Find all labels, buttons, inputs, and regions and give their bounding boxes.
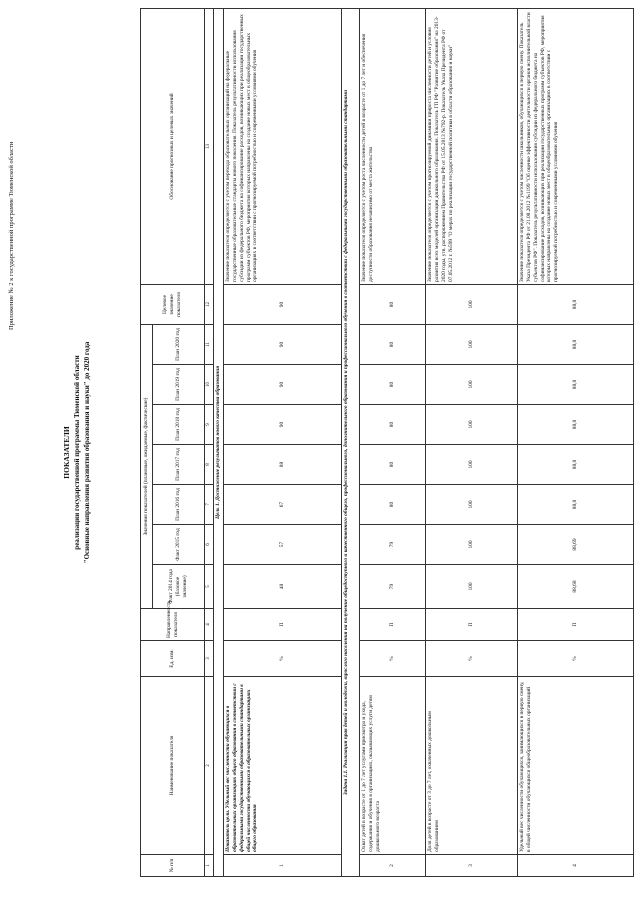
- value-cell: 100: [426, 365, 518, 405]
- value-cell: 90: [224, 365, 342, 405]
- value-cell: 100: [426, 485, 518, 525]
- row-name: Показатель цели. Удельный вес численности обучающихся в образовательных организациях общего образования в соответствии с федеральными государственными образовательными стандартами в общей численности обучающихся в образовательных организациях общего образования: [224, 677, 342, 855]
- col-number: 13: [205, 9, 214, 285]
- value-cell: 79: [360, 525, 426, 565]
- row-unit: %: [426, 641, 518, 677]
- value-cell: 88,8: [518, 405, 634, 445]
- header-plan-2016: План 2016 год: [153, 485, 205, 525]
- value-cell: 100: [426, 285, 518, 325]
- table-row: [224, 9, 342, 877]
- document-title: ПОКАЗАТЕЛИ: [62, 426, 71, 479]
- value-cell: 88,8: [518, 365, 634, 405]
- col-number: 11: [205, 325, 214, 365]
- value-cell: 88,8: [518, 485, 634, 525]
- row-name: Доля детей в возрасте от 3 до 7 лет, охваченных дошкольным образованием: [426, 677, 518, 855]
- header-fact-2015: Факт 2015 год: [153, 525, 205, 565]
- header-plan-2020: План 2020 год: [153, 325, 205, 365]
- row-num: 4: [518, 855, 634, 877]
- value-cell: 80: [360, 365, 426, 405]
- col-number: 2: [205, 677, 214, 855]
- row-name: Удельный вес численности обучающихся, занимающихся в первую смену, в общей численности обучающихся общеобразовательных организаций: [518, 677, 634, 855]
- header-target: Целевое значение показателя: [141, 285, 205, 325]
- value-cell: 79: [360, 565, 426, 609]
- header-plan-2019: План 2019 год: [153, 365, 205, 405]
- value-cell: 88,68: [518, 565, 634, 609]
- goal-row: Цель 1. Достижение результатов нового качества образования: [214, 9, 224, 877]
- col-number: 1: [205, 855, 214, 877]
- row-basis: Значение показателя определяется с учетом прогнозируемой динамики прироста численности детей и условия развития всех моделей организации дошкольного образования. Показатель ГП РФ "Развитие образования" на 2013-2020 годы, утв. распоряжением Правительства РФ от 15.05.2013 №792-р. Показатель Указа Президента РФ от 07.05.2012 г. №599 "О мерах по реализации государственной политики в области образования и науки": [426, 9, 518, 285]
- row-unit: %: [518, 641, 634, 677]
- row-num: 2: [360, 855, 426, 877]
- value-cell: 80: [360, 285, 426, 325]
- header-direction: Направленность показателя: [141, 609, 205, 641]
- col-number: 3: [205, 641, 214, 677]
- row-unit: %: [360, 641, 426, 677]
- header-basis: Обоснование прогнозных и целевых значений: [141, 9, 205, 285]
- col-number: 12: [205, 285, 214, 325]
- indicators-table: [140, 8, 634, 877]
- appendix-note: Приложение № 2 к государственной программе Тюменской области: [8, 141, 15, 330]
- value-cell: 67: [224, 485, 342, 525]
- row-direction: П: [360, 609, 426, 641]
- col-number: 7: [205, 485, 214, 525]
- value-cell: 90: [224, 285, 342, 325]
- header-num: № п/п: [141, 855, 205, 877]
- value-cell: 80: [360, 485, 426, 525]
- header-values-group: Значения показателей (плановые, ожидаемые, фактические): [141, 325, 153, 609]
- document-program-name: "Основные направления развития образования и науки" до 2020 года: [83, 341, 91, 564]
- col-number: 8: [205, 445, 214, 485]
- row-num: 1: [224, 855, 342, 877]
- value-cell: 100: [426, 325, 518, 365]
- col-number: 9: [205, 405, 214, 445]
- header-name: Наименование показателя: [141, 677, 205, 855]
- header-unit: Ед. изм.: [141, 641, 205, 677]
- value-cell: 80: [360, 325, 426, 365]
- col-number: 4: [205, 609, 214, 641]
- row-direction: П: [518, 609, 634, 641]
- value-cell: 100: [426, 565, 518, 609]
- row-direction: П: [224, 609, 342, 641]
- row-num: 3: [426, 855, 518, 877]
- row-basis: Значение показателя определяется с учетом численности школьников, обучающихся в первую смену. Показатель Указа Президента РФ от 21.08.2012 №1199 "Об оценке эффективности деятельности органов исполнительной власти субъектов РФ". Показатель результативности использования субсидии из федерального бюджета на софинансирование расходов, возникающих при реализации государственных программ субъектов РФ, мероприятия которых направлены на создание новых мест в общеобразовательных организациях в соответствии с прогнозируемой потребностью и современными условиями обучения: [518, 9, 634, 285]
- row-direction: П: [426, 609, 518, 641]
- value-cell: 57: [224, 525, 342, 565]
- value-cell: 80: [360, 445, 426, 485]
- col-number: 10: [205, 365, 214, 405]
- document-subtitle: реализации государственной программы Тюменской области: [73, 355, 81, 550]
- value-cell: 88,8: [518, 325, 634, 365]
- value-cell: 100: [426, 445, 518, 485]
- table-row: [518, 9, 634, 877]
- value-cell: 90: [224, 325, 342, 365]
- row-unit: %: [224, 641, 342, 677]
- value-cell: 88: [224, 445, 342, 485]
- row-name: Охват детей в возрасте от 1 до 7 лет услугами присмотра и ухода, содержания и обучения в организациях, оказывающих услуги детям дошкольного возраста: [360, 677, 426, 855]
- col-number: 6: [205, 525, 214, 565]
- value-cell: 88,8: [518, 445, 634, 485]
- value-cell: 88,69: [518, 525, 634, 565]
- row-basis: Значение показателя определяется с учетом роста численности детей в возрасте от 1 до 7 лет и обеспечения доступности образования независимо от места жительства: [360, 9, 426, 285]
- task-row: Задача 1.1. Реализация прав детей и молодежи, взрослого населения на получение общедоступного и качественного общего, профессионального, дополнительного образования и профессионального обучения в соответствии с федеральными государственными образовательными стандартами: [342, 9, 360, 877]
- col-number: 5: [205, 565, 214, 609]
- header-plan-2017: План 2017 год: [153, 445, 205, 485]
- value-cell: 88,8: [518, 285, 634, 325]
- value-cell: 48: [224, 565, 342, 609]
- value-cell: 80: [360, 405, 426, 445]
- table-row: [426, 9, 518, 877]
- table-row: [360, 9, 426, 877]
- value-cell: 100: [426, 525, 518, 565]
- header-plan-2018: План 2018 год: [153, 405, 205, 445]
- header-fact-2014: Факт 2014 года (базовое значение): [153, 565, 205, 609]
- value-cell: 100: [426, 405, 518, 445]
- row-basis: Значение показателя определяется с учетом перехода образовательных организаций на федеральные государственные образовательные стандарты нового поколения. Показатель результативности использования субсидии из федерального бюджета на софинансирование расходов, возникающих при реализации государственных программ субъектов РФ, мероприятия которых направлены на создание новых мест в общеобразовательных организациях в соответствии с прогнозируемой потребностью и современными условиями обучения: [224, 9, 342, 285]
- value-cell: 90: [224, 405, 342, 445]
